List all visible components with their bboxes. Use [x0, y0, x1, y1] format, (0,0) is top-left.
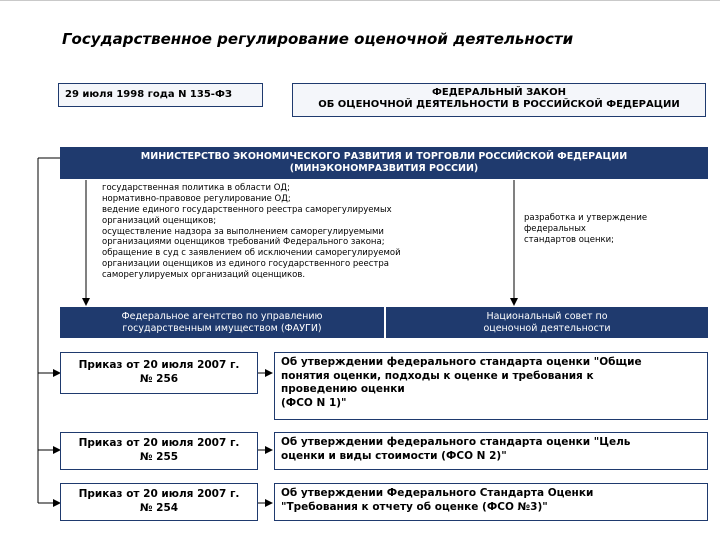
law-title-line1: ФЕДЕРАЛЬНЫЙ ЗАКОН [432, 87, 566, 98]
function-line: ведение единого государственного реестра саморегулируемых [102, 204, 392, 215]
ministry-line2: (МИНЭКОНОМРАЗВИТИЯ РОССИИ) [289, 163, 479, 174]
agency-line2: государственным имуществом (ФАУГИ) [122, 322, 322, 334]
function-line: организации оценщиков из единого государственного реестра [102, 259, 389, 270]
agency-line1: Федеральное агентство по управлению [121, 310, 323, 322]
standard-box-fso2 [274, 432, 708, 470]
council-line2: оценочной деятельности [483, 322, 611, 334]
standard-line: "Требования к отчету об оценке (ФСО №3)" [281, 500, 548, 513]
order-number-line1: Приказ от 20 июля 2007 г. [78, 437, 240, 450]
page-title: Государственное регулирование оценочной деятельности [62, 30, 574, 48]
functions-right [524, 213, 694, 246]
order-box-256 [60, 352, 258, 394]
order-number-line2: № 256 [139, 373, 179, 385]
function-line: саморегулируемых организаций оценщиков. [102, 270, 306, 280]
function-line: организациями оценщиков требований Федерального закона; [102, 237, 385, 248]
order-number-line2: № 255 [139, 451, 179, 463]
law-date: 29 июля 1998 года N 135-ФЗ [65, 89, 232, 100]
order-box-255 [60, 432, 258, 470]
law-date-box [58, 83, 263, 107]
standard-line: Об утверждении федерального стандарта оценки "Общие [281, 356, 642, 368]
order-number-line1: Приказ от 20 июля 2007 г. [78, 359, 240, 372]
standard-line: оценки и виды стоимости (ФСО N 2)" [281, 449, 507, 462]
functions-left [102, 183, 462, 281]
standard-line: Об утверждении федерального стандарта оценки "Цель [281, 436, 631, 448]
standard-line: (ФСО N 1)" [281, 396, 347, 409]
function-line: нормативно-правовое регулирование ОД; [102, 193, 291, 204]
standard-line: Об утверждении Федерального Стандарта Оценки [281, 487, 594, 499]
standard-line: проведению оценки [281, 383, 405, 396]
ministry-bar [60, 147, 708, 179]
function-line: обращение в суд с заявлением об исключении саморегулируемой [102, 248, 401, 259]
agency-bar [60, 307, 384, 338]
function-line: стандартов оценки; [524, 234, 615, 245]
standard-box-fso3 [274, 483, 708, 521]
council-line1: Национальный совет по [486, 310, 608, 322]
council-bar [386, 307, 708, 338]
order-box-254 [60, 483, 258, 521]
standard-line: понятия оценки, подходы к оценке и требования к [281, 369, 594, 382]
function-line: разработка и утверждение [524, 213, 648, 223]
function-line: государственная политика в области ОД; [102, 183, 290, 193]
law-title-line2: ОБ ОЦЕНОЧНОЙ ДЕЯТЕЛЬНОСТИ В РОССИЙСКОЙ ФЕДЕРАЦИИ [318, 99, 680, 110]
order-number-line1: Приказ от 20 июля 2007 г. [78, 488, 240, 501]
ministry-line1: МИНИСТЕРСТВО ЭКОНОМИЧЕСКОГО РАЗВИТИЯ И ТОРГОВЛИ РОССИЙСКОЙ ФЕДЕРАЦИИ [140, 151, 628, 163]
function-line: федеральных [524, 223, 586, 234]
function-line: организаций оценщиков; [102, 215, 217, 226]
function-line: осуществление надзора за выполнением саморегулируемыми [102, 226, 384, 237]
order-number-line2: № 254 [139, 502, 179, 514]
standard-box-fso1 [274, 352, 708, 420]
law-title-box [292, 83, 706, 117]
